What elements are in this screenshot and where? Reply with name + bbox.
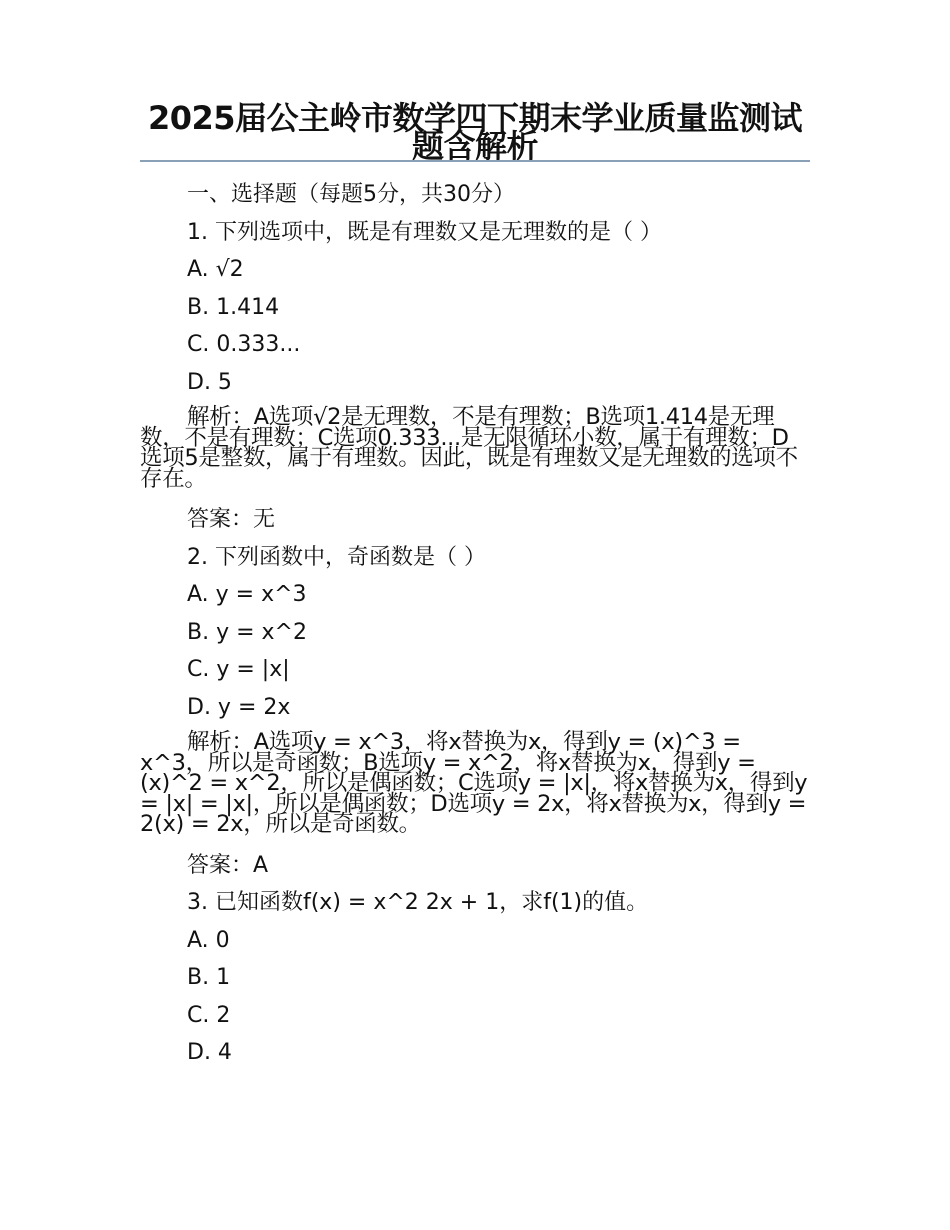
title-divider bbox=[140, 160, 810, 162]
page-title: 2025届公主岭市数学四下期末学业质量监测试题含解析 bbox=[147, 99, 803, 165]
option-b: B. 1.414 bbox=[187, 294, 280, 320]
analysis-paragraph: 解析：A选项√2是无理数，不是有理数；B选项1.414是无理数，不是有理数；C选项0.333...是无限循环小数，属于有理数；D选项5是整数，属于有理数。因此，既是有理数又是无理数的选项不存在。 bbox=[140, 404, 798, 492]
option-d: D. 4 bbox=[187, 1040, 232, 1065]
option-b: B. y = x^2 bbox=[187, 619, 307, 645]
question-stem: 3. 已知函数f(x) = x^2 2x + 1，求f(1)的值。 bbox=[187, 890, 649, 915]
option-c: C. 2 bbox=[187, 1002, 231, 1028]
question-stem: 1. 下列选项中，既是有理数又是无理数的是（ ） bbox=[187, 219, 662, 245]
option-d: D. 5 bbox=[187, 369, 232, 395]
answer-line: 答案：无 bbox=[187, 507, 276, 532]
option-a: A. y = x^3 bbox=[187, 582, 307, 607]
analysis-paragraph: 解析：A选项y = x^3，将x替换为x，得到y = (x)^3 = x^3，所以是奇函数；B选项y = x^2，将x替换为x，得到y = (x)^2 = x^2，所以是偶函数；C选项y = |x|，将x替换为x，得到y = |x| = |x|，所以是偶函数；D选项y = 2x，将x替换为x，得到y = 2(x) = 2x，所以是奇函数。 bbox=[140, 729, 808, 837]
option-c: C. y = |x| bbox=[187, 657, 290, 682]
question-stem: 2. 下列函数中，奇函数是（ ） bbox=[187, 544, 486, 570]
answer-line: 答案：A bbox=[187, 852, 269, 878]
option-a: A. √2 bbox=[187, 257, 244, 282]
option-a: A. 0 bbox=[187, 927, 230, 953]
option-b: B. 1 bbox=[187, 965, 231, 990]
section-heading: 一、选择题（每题5分，共30分） bbox=[187, 182, 515, 207]
document-body bbox=[140, 176, 810, 1072]
option-c: C. 0.333... bbox=[187, 332, 301, 357]
option-d: D. y = 2x bbox=[187, 694, 291, 720]
